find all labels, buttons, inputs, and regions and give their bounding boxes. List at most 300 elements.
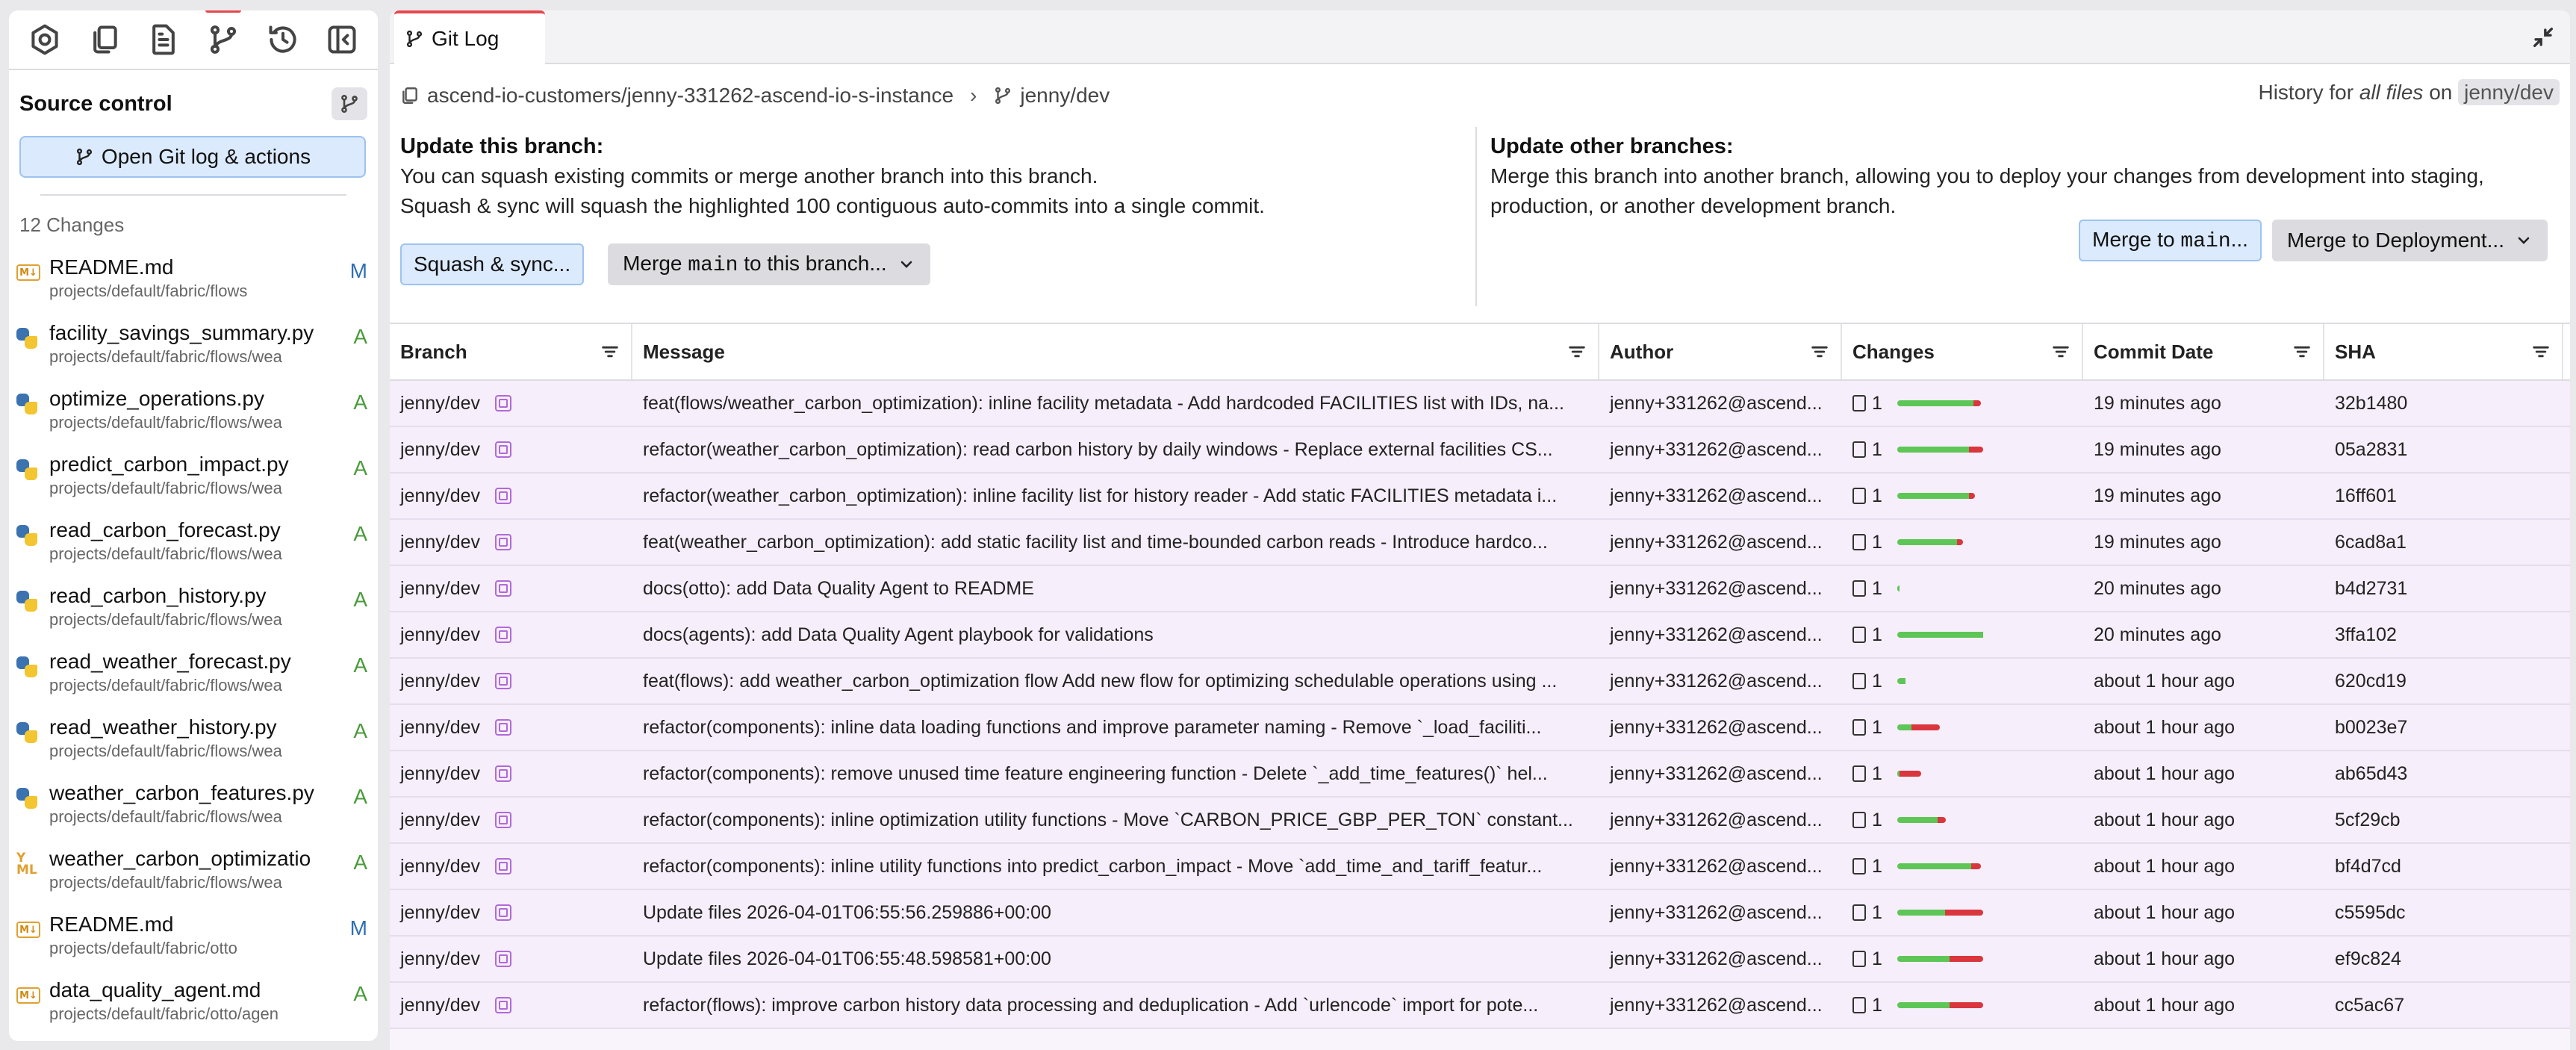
file-path: projects/default/fabric/flows/wea (49, 610, 282, 629)
cell-sha: b4d2731 (2335, 577, 2408, 599)
file-name: predict_carbon_impact.py (49, 453, 289, 476)
cell-message: feat(weather_carbon_optimization): add static facility list and time-bounded carbon reads - Introduce hardco... (643, 531, 1548, 553)
changes-count: 1 (1872, 485, 1882, 506)
file-icon (1852, 719, 1866, 736)
table-row[interactable] (390, 381, 2570, 427)
commit-tag-icon (495, 904, 511, 921)
update-this-title: Update this branch: (400, 134, 604, 158)
merge-to-main-label (2092, 228, 2248, 253)
additions-bar (1897, 678, 1905, 684)
column-label: Commit Date (2094, 340, 2214, 363)
filter-icon[interactable] (2530, 341, 2551, 362)
cell-branch (390, 948, 632, 970)
table-row[interactable] (390, 751, 2570, 798)
diff-bar (1897, 956, 1983, 962)
file-text (49, 317, 343, 368)
cell-branch (390, 485, 632, 507)
table-header (390, 323, 2570, 381)
changes-count: 1 (1872, 531, 1882, 553)
column-changes[interactable] (1842, 324, 2083, 379)
commit-tag-icon (495, 812, 511, 828)
file-type-icon (16, 975, 49, 1016)
commit-table (390, 323, 2570, 1050)
diff-bar (1897, 817, 1947, 823)
cell-changes (1842, 948, 2083, 970)
cell-sha: 3ffa102 (2335, 624, 2397, 645)
git-branch-icon (75, 147, 94, 167)
file-name: README.md (49, 913, 174, 936)
cell-branch (390, 532, 632, 553)
open-git-log-button[interactable] (19, 136, 366, 178)
table-row-partial (390, 1029, 2570, 1050)
cell-changes (1842, 532, 2083, 553)
file-icon (1852, 997, 1866, 1013)
additions-bar (1897, 585, 1900, 591)
branch-menu-button[interactable] (332, 87, 367, 120)
diff-bar (1897, 632, 1983, 638)
cell-changes (1842, 902, 2083, 924)
cell-changes (1842, 763, 2083, 785)
file-name: weather_carbon_optimizatio (49, 847, 311, 870)
git-branch-icon (405, 29, 424, 49)
branch-text: jenny/dev (400, 855, 481, 877)
cell-commit-date: about 1 hour ago (2094, 670, 2236, 692)
file-icon (1852, 488, 1866, 504)
commit-tag-icon (495, 488, 511, 504)
file-text (49, 843, 343, 894)
file-path: projects/default/fabric/flows/wea (49, 544, 282, 563)
cell-changes (1842, 393, 2083, 414)
sidebar-toggle-button[interactable] (312, 10, 372, 69)
chevron-down-icon (2515, 232, 2533, 249)
file-icon (1852, 627, 1866, 643)
cell-message: docs(otto): add Data Quality Agent to README (643, 577, 1034, 599)
git-branch-icon (207, 23, 240, 56)
breadcrumb (390, 64, 2570, 127)
file-name: README.md (49, 255, 174, 279)
diff-bar (1897, 585, 1900, 591)
deletions-bar (1973, 400, 1981, 406)
file-icon (1852, 580, 1866, 597)
diff-bar (1897, 910, 1983, 916)
markdown-icon: M↓ (16, 264, 40, 281)
cell-sha: 5cf29cb (2335, 809, 2401, 830)
branch-text: jenny/dev (400, 531, 481, 553)
cell-sha: cc5ac67 (2335, 994, 2405, 1016)
changed-file-item[interactable] (9, 449, 378, 515)
tab-label: Git Log (432, 27, 500, 50)
commit-tag-icon (495, 441, 511, 458)
commit-tag-icon (495, 719, 511, 736)
breadcrumb-branch[interactable] (993, 84, 1110, 108)
document-icon (147, 23, 180, 56)
deletions-bar (1950, 956, 1983, 962)
cell-commit-date: about 1 hour ago (2094, 994, 2236, 1016)
changes-count: 1 (1872, 716, 1882, 738)
python-icon (16, 328, 37, 349)
file-text (49, 975, 343, 1025)
file-icon (1852, 858, 1866, 875)
column-label: SHA (2335, 340, 2376, 363)
file-icon (1852, 904, 1866, 921)
file-type-icon (16, 383, 49, 425)
cell-author: jenny+331262@ascend... (1610, 901, 1823, 923)
file-status: A (353, 982, 367, 1005)
files-button[interactable] (75, 10, 134, 69)
source-control-header (9, 70, 378, 122)
cell-message: feat(flows/weather_carbon_optimization): inline facility metadata - Add hardcoded FACILITIES list with IDs, na... (643, 392, 1564, 414)
changes-count: 1 (1872, 855, 1882, 877)
cell-author: jenny+331262@ascend... (1610, 670, 1823, 692)
commit-tag-icon (495, 534, 511, 550)
git-log-panel (390, 10, 2570, 1050)
open-git-log-label: Open Git log & actions (101, 145, 311, 168)
file-path: projects/default/fabric/flows/wea (49, 347, 282, 366)
file-type-icon (16, 580, 49, 622)
commit-tag-icon (495, 627, 511, 643)
deletions-bar (1957, 539, 1963, 545)
file-name: read_carbon_forecast.py (49, 518, 281, 541)
cell-branch (390, 671, 632, 692)
cell-sha: c5595dc (2335, 901, 2406, 923)
file-type-icon (16, 317, 49, 359)
file-status: A (353, 456, 367, 479)
branch-text: jenny/dev (400, 624, 481, 645)
changes-count: 1 (1872, 948, 1882, 969)
table-row[interactable] (390, 473, 2570, 520)
cell-commit-date: 19 minutes ago (2094, 485, 2221, 506)
file-path: projects/default/fabric/flows/wea (49, 807, 282, 826)
file-name: optimize_operations.py (49, 387, 264, 410)
filter-icon[interactable] (1567, 341, 1587, 362)
file-name: read_carbon_history.py (49, 584, 267, 607)
source-control-title: Source control (19, 91, 172, 116)
merge-main-to-branch-button[interactable] (608, 243, 930, 285)
branch-text: jenny/dev (400, 716, 481, 738)
branch-text: jenny/dev (400, 438, 481, 460)
cell-commit-date: about 1 hour ago (2094, 716, 2236, 738)
cell-author: jenny+331262@ascend... (1610, 438, 1823, 460)
cell-commit-date: about 1 hour ago (2094, 762, 2236, 784)
cell-branch (390, 393, 632, 414)
file-status: A (353, 588, 367, 611)
cell-changes (1842, 439, 2083, 461)
diff-bar (1897, 400, 1981, 406)
cell-message: refactor(components): remove unused time feature engineering function - Delete `_add_time_features()` hel... (643, 762, 1548, 784)
branch-text: jenny/dev (400, 762, 481, 784)
history-branch-chip: jenny/dev (2458, 79, 2560, 105)
changed-file-item[interactable] (9, 843, 378, 909)
merge-main-label (623, 252, 887, 277)
changed-files-list (9, 252, 378, 1040)
cell-commit-date: about 1 hour ago (2094, 901, 2236, 923)
deletions-bar (1969, 493, 1975, 499)
file-text (49, 712, 343, 762)
merge-branch-code: main (688, 254, 738, 277)
cell-sha: 16ff601 (2335, 485, 2397, 506)
cell-changes (1842, 624, 2083, 646)
cell-branch (390, 717, 632, 739)
table-row[interactable] (390, 612, 2570, 659)
update-other-branches (1490, 127, 2558, 221)
changed-file-item[interactable] (9, 317, 378, 383)
file-icon (1852, 395, 1866, 411)
filter-icon[interactable] (2292, 341, 2312, 362)
changed-file-item[interactable] (9, 777, 378, 843)
repo-icon (400, 86, 420, 105)
column-label: Changes (1852, 340, 1935, 363)
cell-changes (1842, 578, 2083, 600)
commit-tag-icon (495, 765, 511, 782)
branch-name: jenny/dev (1020, 84, 1110, 107)
merge-suffix: to this branch... (738, 252, 887, 275)
cell-author: jenny+331262@ascend... (1610, 485, 1823, 506)
cell-branch (390, 763, 632, 785)
additions-bar (1897, 539, 1957, 545)
cell-commit-date: 19 minutes ago (2094, 438, 2221, 460)
squash-sync-button[interactable] (400, 243, 584, 285)
git-branch-icon (993, 86, 1012, 105)
update-divider (1475, 127, 1477, 306)
table-row[interactable] (390, 566, 2570, 612)
file-status: A (353, 325, 367, 348)
history-icon (267, 23, 299, 56)
breadcrumb-repo[interactable] (400, 84, 953, 108)
document-button[interactable] (134, 10, 193, 69)
column-label: Branch (400, 340, 467, 363)
changed-file-item[interactable] (9, 580, 378, 646)
file-type-icon (16, 449, 49, 491)
additions-bar (1897, 956, 1950, 962)
cell-message: refactor(weather_carbon_optimization): read carbon history by daily windows - Replace external facilities CS... (643, 438, 1553, 460)
cell-author: jenny+331262@ascend... (1610, 855, 1823, 877)
merge-to-deployment-button[interactable] (2272, 220, 2548, 261)
file-icon (1852, 534, 1866, 550)
sidebar-toggle-icon (326, 23, 358, 56)
cell-message: refactor(components): inline utility functions into predict_carbon_impact - Move `add_time_and_tariff_featur... (643, 855, 1543, 877)
source-control-button[interactable] (193, 10, 253, 69)
file-status: A (353, 719, 367, 742)
changes-count: 1 (1872, 392, 1882, 414)
python-icon (16, 591, 37, 612)
diff-bar (1897, 447, 1983, 453)
table-row[interactable] (390, 890, 2570, 936)
file-path: projects/default/fabric/flows/wea (49, 479, 282, 497)
file-path: projects/default/fabric/flows/wea (49, 413, 282, 432)
file-icon (1852, 441, 1866, 458)
cell-message: Update files 2026-04-01T06:55:48.598581+00:00 (643, 948, 1051, 969)
column-branch[interactable] (390, 324, 632, 379)
file-type-icon (16, 252, 49, 293)
history-button[interactable] (253, 10, 313, 69)
cell-changes (1842, 856, 2083, 877)
cell-changes (1842, 485, 2083, 507)
deletions-bar (1950, 1002, 1983, 1008)
cell-sha: 620cd19 (2335, 670, 2407, 692)
file-icon (1852, 812, 1866, 828)
history-for-label (2258, 81, 2560, 105)
changed-file-item[interactable] (9, 712, 378, 777)
file-icon (1852, 765, 1866, 782)
table-row[interactable] (390, 520, 2570, 566)
table-row[interactable] (390, 936, 2570, 983)
cell-commit-date: about 1 hour ago (2094, 855, 2236, 877)
deletions-bar (1971, 863, 1981, 869)
markdown-icon: M↓ (16, 987, 40, 1004)
file-name: read_weather_history.py (49, 715, 277, 739)
changes-count: 1 (1872, 994, 1882, 1016)
history-mid: on (2423, 81, 2459, 104)
file-path: projects/default/fabric/flows/wea (49, 742, 282, 760)
file-name: data_quality_agent.md (49, 978, 261, 1001)
file-path: projects/default/fabric/flows/wea (49, 676, 282, 695)
cell-author: jenny+331262@ascend... (1610, 809, 1823, 830)
table-row[interactable] (390, 427, 2570, 473)
file-type-icon (16, 843, 49, 885)
filter-icon[interactable] (1809, 341, 1830, 362)
chevron-right-icon: › (970, 84, 977, 107)
cell-message: docs(agents): add Data Quality Agent playbook for validations (643, 624, 1154, 645)
cell-message: refactor(flows): improve carbon history data processing and deduplication - Add `urlencode` import for pote... (643, 994, 1539, 1016)
deletions-bar (1911, 724, 1940, 730)
file-text (49, 646, 343, 697)
yaml-icon: Y ML (16, 851, 37, 877)
cell-sha: ab65d43 (2335, 762, 2408, 784)
python-icon (16, 394, 37, 414)
files-icon (88, 23, 121, 56)
cell-branch (390, 810, 632, 831)
file-text (49, 449, 343, 500)
diff-bar (1897, 678, 1905, 684)
additions-bar (1897, 817, 1938, 823)
file-icon (1852, 673, 1866, 689)
filter-icon[interactable] (2050, 341, 2071, 362)
column-sha[interactable] (2324, 324, 2563, 379)
update-other-line2: production, or another development branch. (1490, 194, 1897, 217)
merge-to-code: main (2180, 230, 2231, 253)
column-commit-date[interactable] (2083, 324, 2324, 379)
commit-tag-icon (495, 395, 511, 411)
table-row[interactable] (390, 659, 2570, 705)
column-author[interactable] (1599, 324, 1842, 379)
merge-prefix: Merge (623, 252, 688, 275)
changed-file-item[interactable] (9, 252, 378, 317)
changes-count: 1 (1872, 670, 1882, 692)
settings-button[interactable] (15, 10, 75, 69)
update-other-title: Update other branches: (1490, 134, 1734, 158)
cell-message: refactor(components): inline optimization utility functions - Move `CARBON_PRICE_GBP_PER_TON` constant... (643, 809, 1573, 830)
merge-to-main-button[interactable] (2079, 220, 2262, 261)
file-status: A (353, 391, 367, 414)
source-control-panel (9, 10, 378, 1041)
cell-author: jenny+331262@ascend... (1610, 531, 1823, 553)
additions-bar (1897, 447, 1969, 453)
changes-count: 12 Changes (19, 214, 125, 236)
column-message[interactable] (632, 324, 1599, 379)
column-label: Message (643, 340, 725, 363)
file-type-icon (16, 712, 49, 754)
cell-commit-date: about 1 hour ago (2094, 809, 2236, 830)
merge-to-prefix: Merge to (2092, 228, 2181, 251)
update-this-line2: Squash & sync will squash the highlighted 100 contiguous auto-commits into a single commit. (400, 194, 1265, 217)
cell-commit-date: about 1 hour ago (2094, 948, 2236, 969)
changed-file-item[interactable] (9, 646, 378, 712)
git-branch-icon (339, 93, 360, 114)
table-row[interactable] (390, 798, 2570, 844)
cell-sha: 05a2831 (2335, 438, 2408, 460)
file-text (49, 909, 343, 960)
cell-commit-date: 20 minutes ago (2094, 577, 2221, 599)
additions-bar (1897, 724, 1911, 730)
collapse-button[interactable] (2525, 19, 2561, 55)
changed-file-item[interactable] (9, 515, 378, 580)
cell-commit-date: 19 minutes ago (2094, 531, 2221, 553)
commit-tag-icon (495, 673, 511, 689)
diff-bar (1897, 1002, 1983, 1008)
table-row[interactable] (390, 983, 2570, 1029)
cell-branch (390, 995, 632, 1016)
deletions-bar (1945, 910, 1983, 916)
cell-sha: bf4d7cd (2335, 855, 2401, 877)
file-name: facility_savings_summary.py (49, 321, 314, 344)
filter-icon[interactable] (600, 341, 620, 362)
cell-branch (390, 624, 632, 646)
merge-buttons (2079, 220, 2548, 261)
activity-bar (9, 10, 378, 70)
cell-author: jenny+331262@ascend... (1610, 716, 1823, 738)
cell-author: jenny+331262@ascend... (1610, 762, 1823, 784)
cell-branch (390, 902, 632, 924)
additions-bar (1897, 400, 1973, 406)
branch-text: jenny/dev (400, 392, 481, 414)
file-status: A (353, 653, 367, 677)
cell-changes (1842, 995, 2083, 1016)
cell-message: refactor(weather_carbon_optimization): inline facility list for history reader - Add static FACILITIES metadata i... (643, 485, 1558, 506)
cell-sha: ef9c824 (2335, 948, 2401, 969)
deletions-bar (1969, 447, 1983, 453)
changed-file-item[interactable] (9, 383, 378, 449)
cell-author: jenny+331262@ascend... (1610, 392, 1823, 414)
cell-message: Update files 2026-04-01T06:55:56.259886+00:00 (643, 901, 1051, 923)
tab-bar (390, 10, 2570, 64)
changed-file-item[interactable] (9, 909, 378, 975)
python-icon (16, 459, 37, 480)
cell-branch (390, 578, 632, 600)
file-type-icon (16, 646, 49, 688)
file-text (49, 252, 343, 302)
table-row[interactable] (390, 705, 2570, 751)
additions-bar (1897, 910, 1945, 916)
diff-bar (1897, 771, 1921, 777)
settings-icon (28, 23, 61, 56)
tab-git-log[interactable] (394, 10, 545, 64)
history-prefix: History for (2258, 81, 2359, 104)
update-other-line1: Merge this branch into another branch, allowing you to deploy your changes from development into staging, (1490, 164, 2484, 187)
table-row[interactable] (390, 844, 2570, 890)
cell-commit-date: 19 minutes ago (2094, 392, 2221, 414)
changed-file-item[interactable] (9, 975, 378, 1040)
additions-bar (1897, 493, 1969, 499)
additions-bar (1897, 1002, 1950, 1008)
update-this-branch (400, 127, 1475, 285)
file-status: M (349, 916, 367, 939)
markdown-icon: M↓ (16, 922, 40, 938)
history-scope: all files (2359, 81, 2424, 104)
squash-sync-label: Squash & sync... (414, 252, 571, 276)
branch-text: jenny/dev (400, 994, 481, 1016)
additions-bar (1897, 632, 1983, 638)
cell-changes (1842, 810, 2083, 831)
